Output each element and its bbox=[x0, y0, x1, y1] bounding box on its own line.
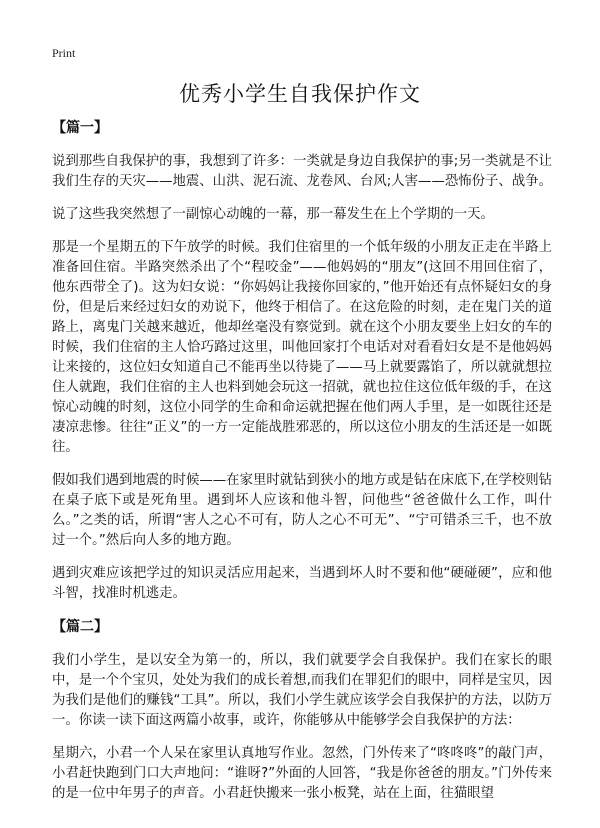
paragraph: 遇到灾难应该把学过的知识灵活应用起来，当遇到坏人时不要和他“硬碰硬”，应和他斗智，找准时机逃走。 bbox=[52, 566, 552, 601]
page-title: 优秀小学生自我保护作文 bbox=[179, 82, 421, 106]
section-2 bbox=[52, 617, 552, 804]
paragraph: 那是一个星期五的下午放学的时候。我们住宿里的一个低年级的小朋友正走在半路上准备回住宿。半路突然杀出了个“程咬金”——他妈妈的“朋友”(这回不用回住宿了，他东西带全了)。这为妇女说：“你妈妈让我接你回家的，”他开始还有点怀疑妇女的身份，但是后来经过妇女的劝说下，他终于相信了。在这危险的时刻，走在鬼门关的道路上，离鬼门关越来越近，他却丝毫没有察觉到。就在这个小朋友要坐上妇女的车的时候，我们住宿的主人恰巧路过这里，叫他回家打个电话对对看看妇女是不是他妈妈让来接的，这位妇女知道自己不能再坐以待毙了——马上就要露馅了，所以就就想拉住人就跑，我们住宿的主人也料到她会玩这一招就，就也拉住这位低年级的手，在这惊心动魄的时刻，这位小同学的生命和命运就把握在他们两人手里，是一如既往还是凄凉悲惨。往往“正义”的一方一定能战胜邪恶的，所以这位小朋友的生活还是一如既往。 bbox=[52, 240, 552, 455]
section-heading: 【篇一】 bbox=[52, 120, 108, 136]
section-heading: 【篇二】 bbox=[52, 619, 108, 635]
paragraph: 假如我们遇到地震的时候——在家里时就钻到狭小的地方或是钻在床底下,在学校则钻在桌子底下或是死角里。遇到坏人应该和他斗智，问他些“爸爸做什么工作，叫什么。”之类的话，所谓“害人之心不可有，防人之心不可无”、“宁可错杀三千，也不放过一个。”然后向人多的地方跑。 bbox=[52, 473, 552, 548]
section-1 bbox=[52, 118, 552, 604]
paragraph: 我们小学生，是以安全为第一的，所以，我们就要学会自我保护。我们在家长的眼中，是一个个宝贝，处处为我们的成长着想,而我们在罪犯们的眼中，同样是宝贝，因为我们是他们的赚钱“工具”。所以，我们小学生就应该学会自我保护的方法，以防万一。你读一读下面这两篇小故事，或许，你能够从中能够学会自我保护的方法： bbox=[52, 653, 552, 728]
print-link[interactable]: Print bbox=[52, 46, 76, 60]
paragraph: 说到那些自我保护的事，我想到了许多：一类就是身边自我保护的事;另一类就是不让我们生存的天灾——地震、山洪、泥石流、龙卷风、台风;人害——恐怖份子、战争。 bbox=[52, 154, 552, 189]
article-body bbox=[52, 118, 552, 817]
paragraph: 说了这些我突然想了一副惊心动魄的一幕，那一幕发生在上个学期的一天。 bbox=[52, 207, 494, 222]
paragraph: 星期六，小君一个人呆在家里认真地写作业。忽然，门外传来了“咚咚咚”的敲门声，小君赶快跑到门口大声地问：“谁呀?”外面的人回答，“我是你爸爸的朋友。”门外传来的是一位中年男子的声音。小君赶快搬来一张小板凳，站在上面，往猫眼望 bbox=[52, 746, 552, 801]
